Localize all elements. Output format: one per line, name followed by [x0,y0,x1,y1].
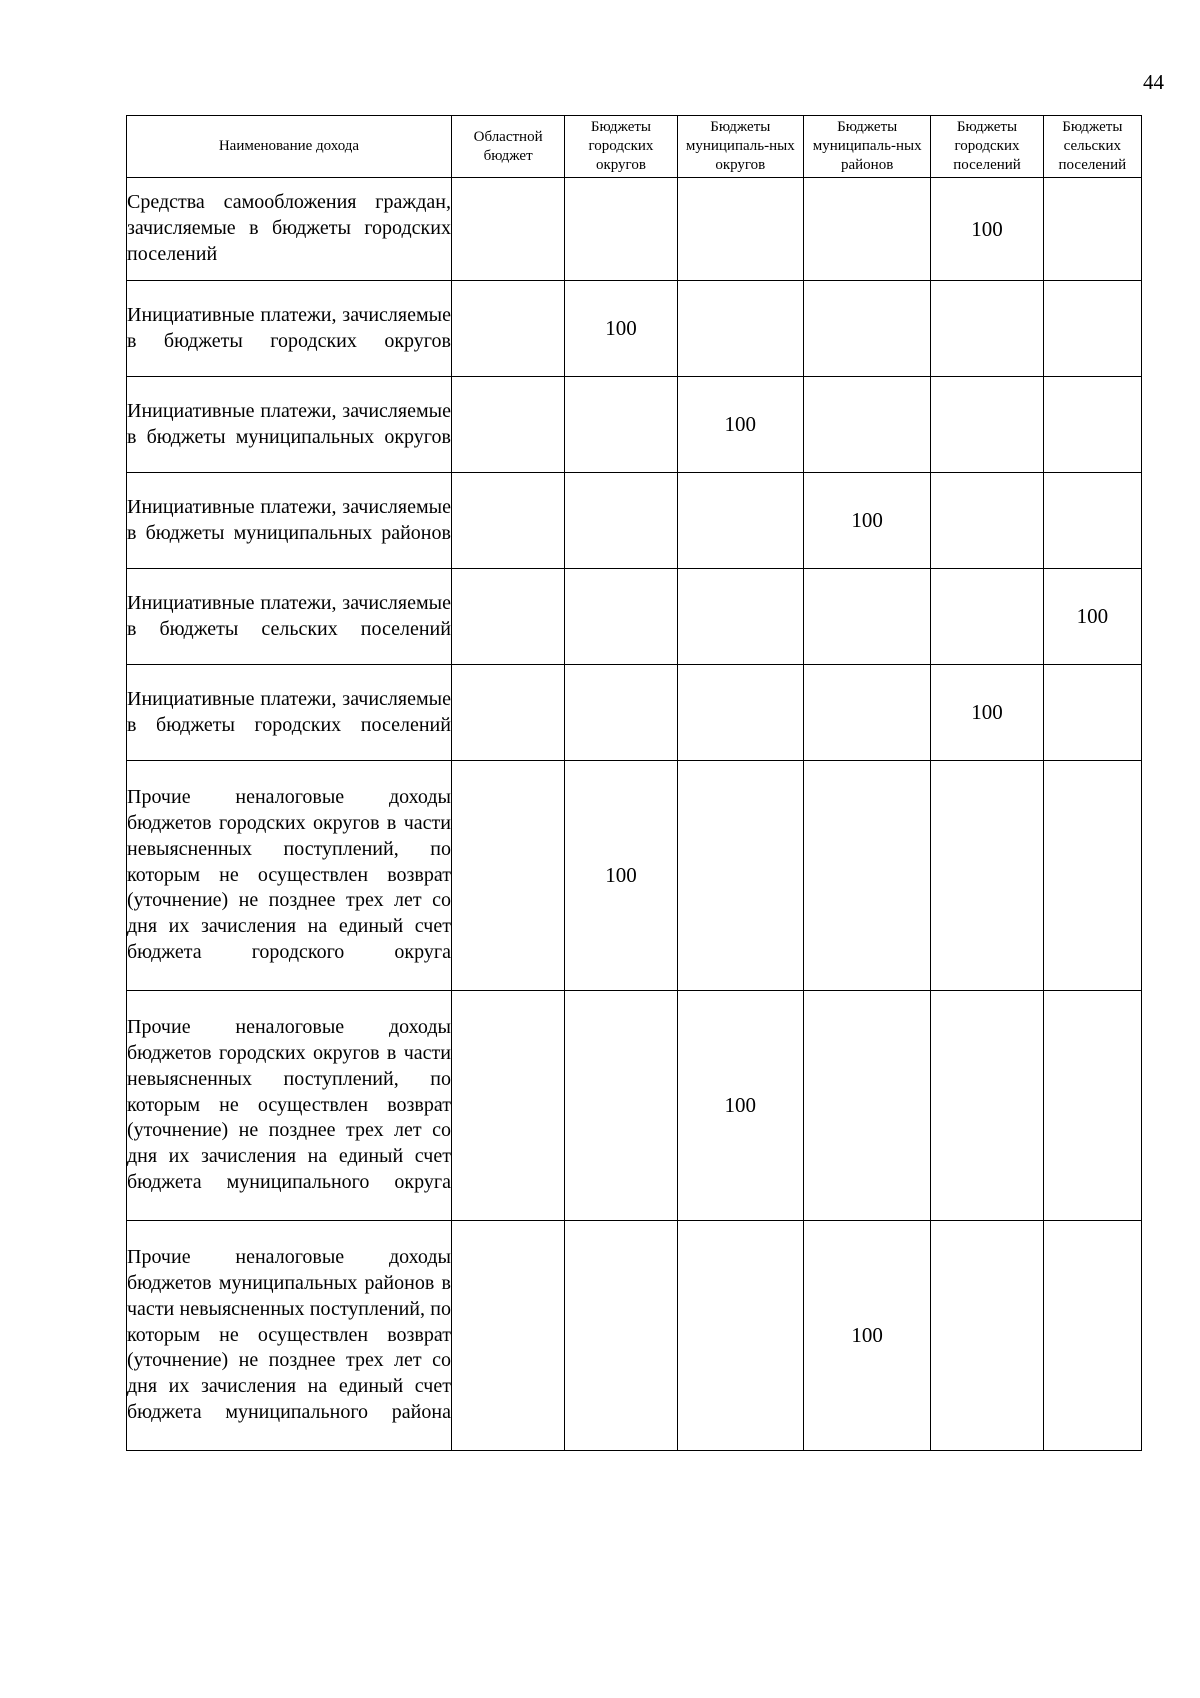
revenue-name-cell: Прочие неналоговые доходы бюджетов муниципальных районов в части невыясненных поступлений, по которым не осуществлен возврат (уточнение) не позднее трех лет со дня их зачисления на единый счет бюджета муниципального района [127,1221,452,1451]
revenue-name-cell: Инициативные платежи, зачисляемые в бюджеты сельских поселений [127,569,452,665]
table-row [127,281,1142,377]
percent-cell-municipal-districts: 100 [677,991,803,1221]
percent-cell-city-districts [565,178,677,281]
percent-cell-municipal-areas [803,569,930,665]
percent-cell-municipal-districts: 100 [677,377,803,473]
percent-cell-city-districts [565,1221,677,1451]
header-municipal-districts: Бюджеты муниципаль-ных округов [677,116,803,178]
percent-cell-municipal-districts [677,665,803,761]
percent-cell-city-districts [565,377,677,473]
table-row [127,377,1142,473]
percent-cell-regional-budget [451,569,564,665]
percent-cell-rural-settlements [1043,761,1141,991]
percent-cell-city-districts: 100 [565,761,677,991]
table-row [127,473,1142,569]
percent-cell-rural-settlements [1043,473,1141,569]
percent-cell-urban-settlements: 100 [931,665,1043,761]
revenue-distribution-table [126,115,1142,1451]
header-rural-settlements: Бюджеты сельских поселений [1043,116,1141,178]
header-regional-budget: Областной бюджет [451,116,564,178]
percent-cell-rural-settlements: 100 [1043,569,1141,665]
revenue-name-cell: Инициативные платежи, зачисляемые в бюджеты городских округов [127,281,452,377]
percent-cell-urban-settlements [931,1221,1043,1451]
percent-cell-rural-settlements [1043,281,1141,377]
revenue-name-cell: Прочие неналоговые доходы бюджетов городских округов в части невыясненных поступлений, по которым не осуществлен возврат (уточнение) не позднее трех лет со дня их зачисления на единый счет бюджета муниципального округа [127,991,452,1221]
percent-cell-municipal-areas: 100 [803,473,930,569]
table-row [127,569,1142,665]
percent-cell-regional-budget [451,473,564,569]
percent-cell-municipal-districts [677,761,803,991]
table-row [127,1221,1142,1451]
percent-cell-city-districts [565,569,677,665]
percent-cell-urban-settlements: 100 [931,178,1043,281]
revenue-name-cell: Прочие неналоговые доходы бюджетов городских округов в части невыясненных поступлений, по которым не осуществлен возврат (уточнение) не позднее трех лет со дня их зачисления на единый счет бюджета городского округа [127,761,452,991]
revenue-name-cell: Инициативные платежи, зачисляемые в бюджеты городских поселений [127,665,452,761]
percent-cell-rural-settlements [1043,178,1141,281]
percent-cell-regional-budget [451,281,564,377]
percent-cell-regional-budget [451,377,564,473]
percent-cell-municipal-areas [803,665,930,761]
percent-cell-municipal-areas [803,991,930,1221]
percent-cell-municipal-areas [803,761,930,991]
percent-cell-municipal-areas [803,281,930,377]
percent-cell-urban-settlements [931,281,1043,377]
header-revenue-name: Наименование дохода [127,116,452,178]
table-row [127,761,1142,991]
percent-cell-urban-settlements [931,569,1043,665]
percent-cell-municipal-areas: 100 [803,1221,930,1451]
percent-cell-urban-settlements [931,377,1043,473]
percent-cell-municipal-areas [803,377,930,473]
table-row [127,178,1142,281]
percent-cell-municipal-districts [677,178,803,281]
table-row [127,991,1142,1221]
percent-cell-rural-settlements [1043,665,1141,761]
percent-cell-city-districts: 100 [565,281,677,377]
header-city-districts: Бюджеты городских округов [565,116,677,178]
percent-cell-municipal-districts [677,473,803,569]
table-header-row [127,116,1142,178]
percent-cell-regional-budget [451,991,564,1221]
percent-cell-regional-budget [451,665,564,761]
page-number: 44 [1143,70,1164,94]
header-municipal-areas: Бюджеты муниципаль-ных районов [803,116,930,178]
percent-cell-municipal-districts [677,281,803,377]
percent-cell-municipal-areas [803,178,930,281]
revenue-name-cell: Средства самообложения граждан, зачисляемые в бюджеты городских поселений [127,178,452,281]
percent-cell-urban-settlements [931,761,1043,991]
percent-cell-rural-settlements [1043,991,1141,1221]
percent-cell-city-districts [565,665,677,761]
revenue-name-cell: Инициативные платежи, зачисляемые в бюджеты муниципальных районов [127,473,452,569]
percent-cell-municipal-districts [677,569,803,665]
percent-cell-urban-settlements [931,473,1043,569]
header-urban-settlements: Бюджеты городских поселений [931,116,1043,178]
percent-cell-regional-budget [451,178,564,281]
percent-cell-rural-settlements [1043,377,1141,473]
percent-cell-city-districts [565,473,677,569]
percent-cell-municipal-districts [677,1221,803,1451]
percent-cell-city-districts [565,991,677,1221]
percent-cell-urban-settlements [931,991,1043,1221]
percent-cell-rural-settlements [1043,1221,1141,1451]
percent-cell-regional-budget [451,761,564,991]
table-row [127,665,1142,761]
revenue-name-cell: Инициативные платежи, зачисляемые в бюджеты муниципальных округов [127,377,452,473]
percent-cell-regional-budget [451,1221,564,1451]
